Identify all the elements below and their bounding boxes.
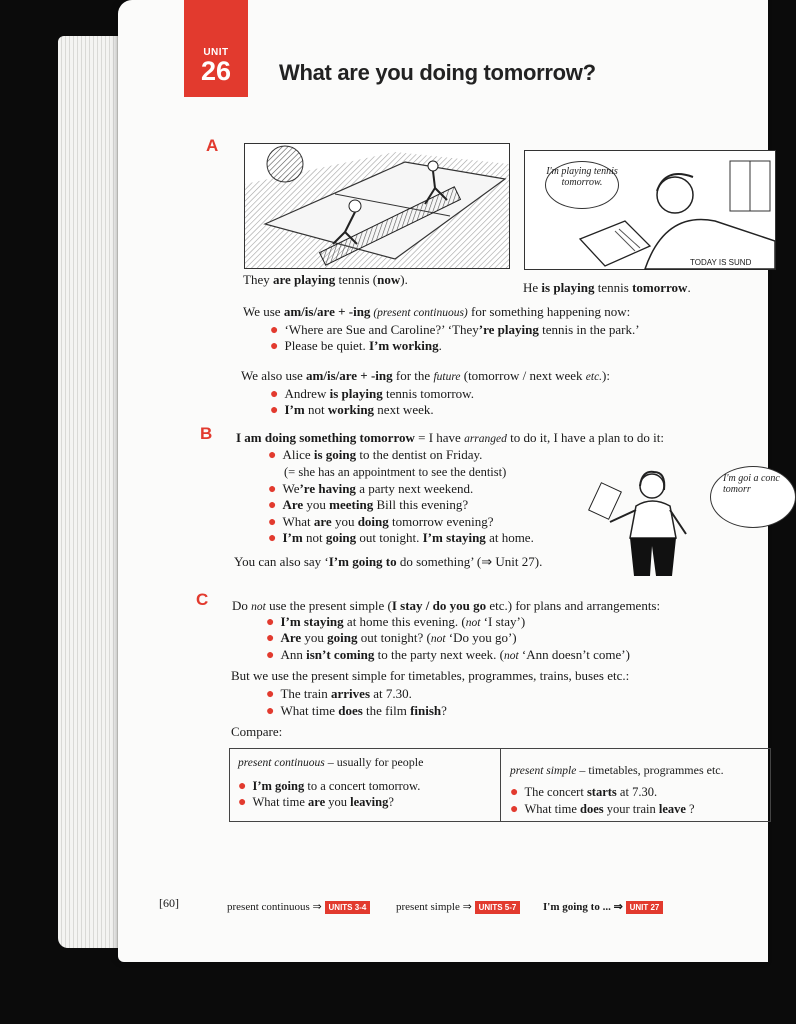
unit-tab bbox=[184, 0, 248, 97]
compare-left-heading: present continuous – usually for people bbox=[238, 755, 424, 769]
ref-units-5-7[interactable]: UNITS 5-7 bbox=[475, 901, 521, 914]
c-example-4: ● The train arrives at 7.30. bbox=[266, 686, 412, 702]
page-number: [60] bbox=[159, 896, 179, 910]
compare-right-example-1: ● The concert starts at 7.30. bbox=[510, 785, 658, 800]
section-b-label: B bbox=[200, 424, 213, 443]
compare-column-simple bbox=[502, 749, 770, 821]
compare-table bbox=[229, 748, 771, 822]
b-heading: I am doing something tomorrow = I have arranged to do it, I have a plan to do it: bbox=[236, 430, 664, 445]
a-intro-1: We use am/is/are + -ing (present continuous) for something happening now: bbox=[243, 304, 631, 319]
ref-units-3-4[interactable]: UNITS 3-4 bbox=[325, 901, 371, 914]
a-example-4: ● I’m not working next week. bbox=[270, 402, 434, 418]
caption-left: They are playing tennis (now). bbox=[243, 272, 408, 287]
tennis-court-icon bbox=[245, 144, 509, 268]
section-c-label: C bbox=[196, 590, 209, 609]
c-heading: Do not use the present simple (I stay / do you go etc.) for plans and arrangements: bbox=[232, 598, 661, 613]
a-example-1: ● ‘Where are Sue and Caroline?’ ‘They’re playing tennis in the park.’ bbox=[270, 322, 640, 338]
c-example-3: ● Ann isn’t coming to the party next week. (not ‘Ann doesn’t come’) bbox=[266, 647, 630, 663]
b-example-3: ● Are you meeting Bill this evening? bbox=[268, 497, 469, 513]
b-example-1-note: (= she has an appointment to see the dentist) bbox=[284, 465, 507, 479]
speech-bubble-b: I'm goi a conc tomorr bbox=[710, 466, 796, 528]
compare-column-continuous bbox=[230, 749, 501, 821]
unit-number: 26 bbox=[200, 56, 232, 86]
unit-label: UNIT bbox=[203, 47, 229, 58]
c-compare-label: Compare: bbox=[231, 724, 283, 739]
compare-left-example-2: ● What time are you leaving? bbox=[238, 795, 394, 810]
ref-unit-27[interactable]: UNIT 27 bbox=[626, 901, 664, 914]
caption-right: He is playing tennis tomorrow. bbox=[523, 280, 691, 295]
c-example-2: ● Are you going out tonight? (not ‘Do you go’) bbox=[266, 630, 517, 646]
c-example-1: ● I’m staying at home this evening. (not ‘I stay’) bbox=[266, 614, 526, 630]
speech-bubble-a: I'm playing tennis tomorrow. bbox=[545, 161, 619, 209]
b-also-note: You can also say ‘I’m going to do something’ (⇒ Unit 27). bbox=[234, 554, 543, 569]
compare-right-example-2: ● What time does your train leave ? bbox=[510, 802, 695, 817]
compare-left-example-1: ● I’m going to a concert tomorrow. bbox=[238, 779, 421, 794]
woman-ticket-icon bbox=[590, 466, 700, 584]
a-example-3: ● Andrew is playing tennis tomorrow. bbox=[270, 386, 474, 402]
section-a-label: A bbox=[206, 136, 219, 155]
footer-ref-present-continuous: present continuous ⇒ UNITS 3-4 bbox=[227, 900, 370, 914]
b-example-2: ● We’re having a party next weekend. bbox=[268, 481, 474, 497]
calendar-text: TODAY IS SUND bbox=[690, 258, 752, 267]
woman-illustration bbox=[590, 466, 700, 584]
man-reading-illustration bbox=[524, 150, 776, 270]
a-example-2: ● Please be quiet. I’m working. bbox=[270, 338, 442, 354]
c-but-note: But we use the present simple for timetables, programmes, trains, buses etc.: bbox=[231, 668, 630, 683]
b-example-5: ● I’m not going out tonight. I’m staying at home. bbox=[268, 530, 534, 546]
page-title: What are you doing tomorrow? bbox=[279, 60, 596, 85]
tennis-court-illustration bbox=[244, 143, 510, 269]
footer-ref-going-to: I'm going to ... ⇒ UNIT 27 bbox=[543, 900, 663, 914]
footer-ref-present-simple: present simple ⇒ UNITS 5-7 bbox=[396, 900, 520, 914]
compare-right-heading: present simple – timetables, programmes etc. bbox=[510, 763, 724, 777]
c-example-5: ● What time does the film finish? bbox=[266, 703, 447, 719]
b-example-4: ● What are you doing tomorrow evening? bbox=[268, 514, 494, 530]
b-example-1: ● Alice is going to the dentist on Friday. bbox=[268, 447, 483, 463]
a-intro-2: We also use am/is/are + -ing for the future (tomorrow / next week etc.): bbox=[241, 368, 610, 383]
